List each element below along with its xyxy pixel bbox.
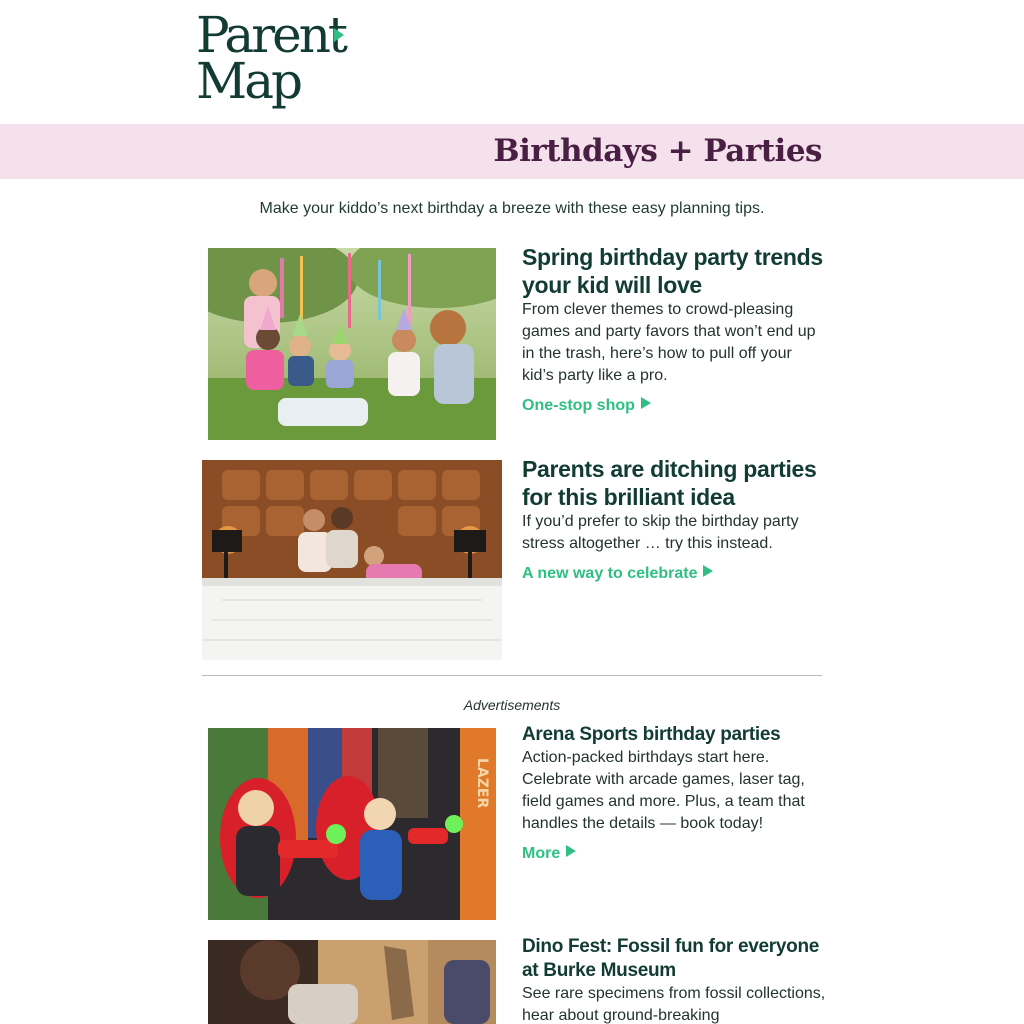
article-image-hotel-stay[interactable] [202, 460, 502, 660]
cta-label: A new way to celebrate [522, 565, 698, 582]
lazer-sign-text: LAZER [474, 758, 490, 809]
logo-line-map: Map [196, 52, 301, 110]
logo-triangle-icon [334, 28, 344, 42]
article-description: If you’d prefer to skip the birthday party stress altogether … try this instead. [522, 513, 799, 552]
article-cta-link[interactable] [522, 395, 651, 417]
ad-image-dino-fest[interactable] [208, 940, 496, 1024]
cta-label: One-stop shop [522, 397, 635, 414]
ad-description: See rare specimens from fossil collections, hear about ground-breaking [522, 985, 826, 1024]
section-intro: Make your kiddo’s next birthday a breeze with these easy planning tips. [259, 200, 765, 217]
ad-title[interactable]: Dino Fest: Fossil fun for everyone at Burke Museum [522, 936, 820, 981]
play-arrow-icon [641, 397, 651, 409]
ad-image-arena-sports[interactable] [208, 728, 496, 920]
article-description: From clever themes to crowd-pleasing games and party favors that won’t end up in the trash, here’s how to pull off your kid’s party like a pro. [522, 301, 816, 384]
play-arrow-icon [566, 845, 576, 857]
article-image-birthday-party[interactable] [208, 248, 496, 440]
parentmap-logo[interactable] [196, 8, 356, 112]
ad-more-link[interactable] [522, 843, 576, 865]
article-cta-link[interactable] [522, 563, 713, 585]
fossil-dig-photo [208, 940, 496, 1024]
play-arrow-icon [703, 565, 713, 577]
section-divider [202, 675, 822, 676]
ad-description: Action-packed birthdays start here. Celebrate with arcade games, laser tag, field games and more. Plus, a team that handles the details — book today! [522, 749, 805, 832]
advertisements-label: Advertisements [463, 697, 561, 713]
kids-party-photo [208, 248, 496, 440]
arcade-kids-photo [208, 728, 496, 920]
article-title[interactable]: Parents are ditching parties for this brilliant idea [522, 456, 817, 510]
article-title[interactable]: Spring birthday party trends your kid will love [522, 244, 823, 298]
cta-label: More [522, 845, 561, 862]
family-hotel-photo [202, 460, 502, 660]
ad-title[interactable]: Arena Sports birthday parties [522, 724, 781, 745]
section-title: Birthdays + Parties [493, 133, 822, 169]
logo-line-parent: Parent [196, 6, 345, 64]
